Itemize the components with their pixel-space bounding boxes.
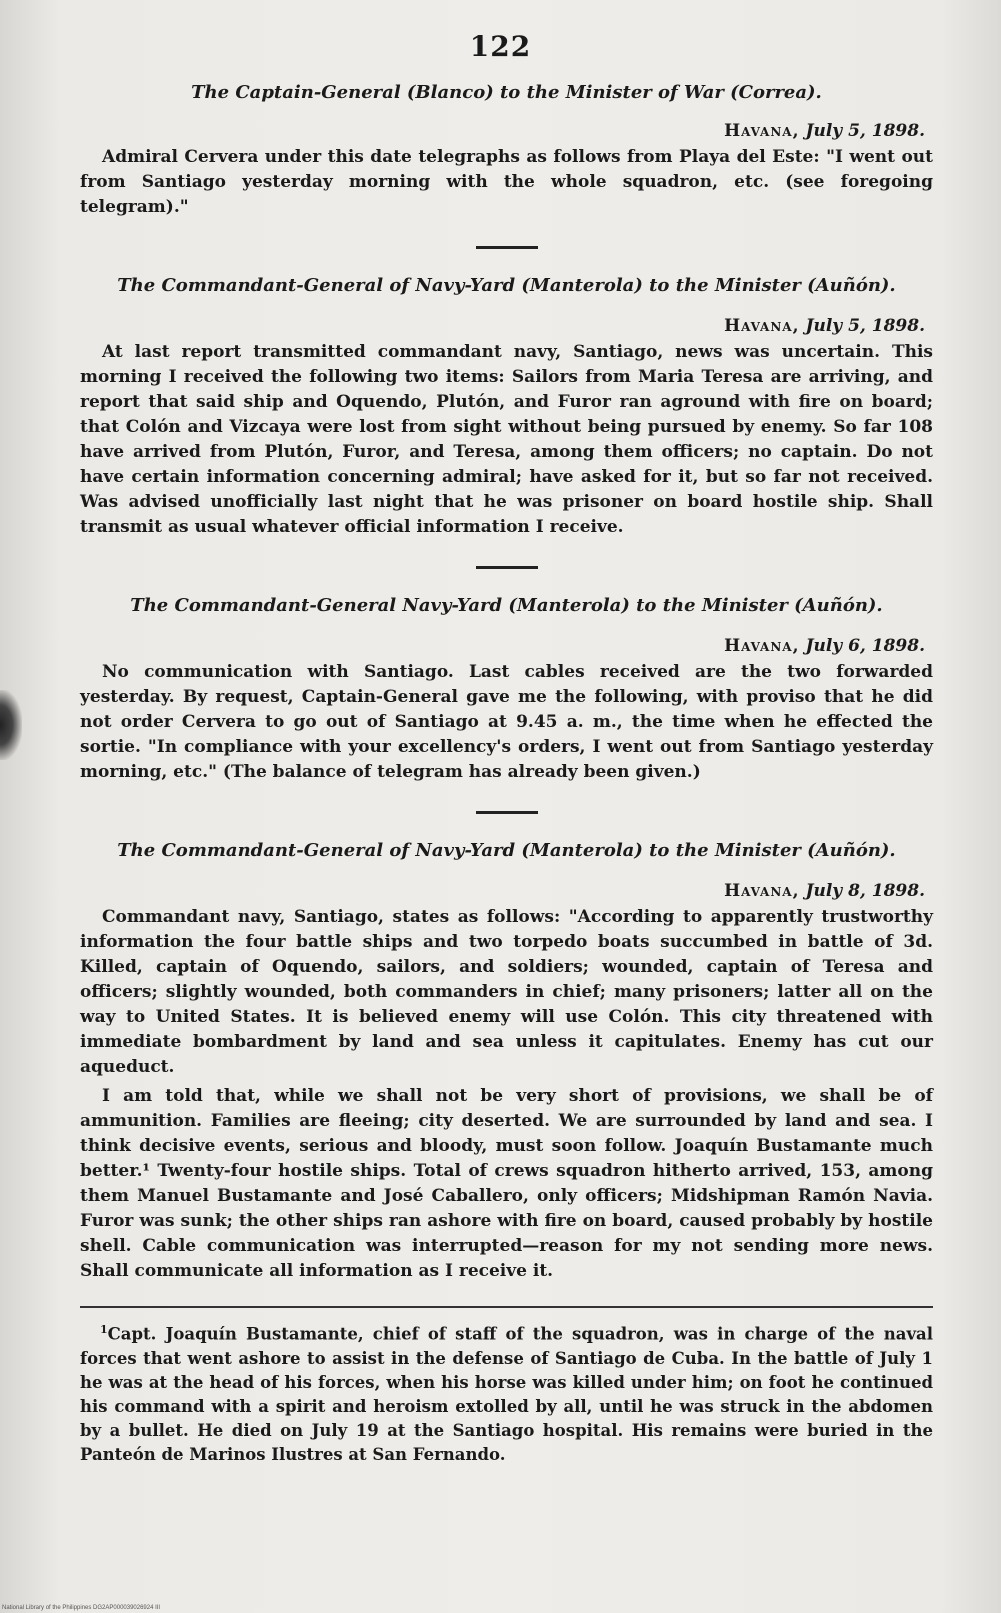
section-divider <box>476 246 538 249</box>
dateline-city: Havana, <box>724 881 800 901</box>
footnote-marker: 1 <box>100 1323 108 1336</box>
telegram-dateline <box>80 316 925 336</box>
telegram-section-2 <box>80 275 933 540</box>
telegram-paragraph: No communication with Santiago. Last cables received are the two forwarded yesterday. By request, Captain-General gave me the following, with proviso that he did not order Cervera to go out of Santiago at 9.45 a. m., the time when he effected the sortie. "In compliance with your excellency's orders, I went out from Santiago yesterday morning, etc." (The balance of telegram has already been given.) <box>80 662 933 782</box>
page-number: 122 <box>469 30 532 63</box>
dateline-date: July 5, 1898. <box>805 121 925 141</box>
telegram-paragraph: Commandant navy, Santiago, states as follows: "According to apparently trustworthy information the four battle ships and two torpedo boats succumbed in battle of 3d. Killed, captain of Oquendo, sailors, and soldiers; wounded, captain of Teresa and officers; slightly wounded, both commanders in chief; many prisoners; latter all on the way to United States. It is believed enemy will use Colón. This city threatened with immediate bombardment by land and sea unless it capitulates. Enemy has cut our aqueduct. <box>80 907 933 1077</box>
telegram-heading: The Commandant-General of Navy-Yard (Manterola) to the Minister (Auñón). <box>117 275 896 296</box>
page-content <box>80 82 933 1467</box>
scan-thumb-shadow <box>0 690 22 760</box>
footnote-text: Capt. Joaquín Bustamante, chief of staff of the squadron, was in charge of the naval forces that went ashore to assist in the defense of Santiago de Cuba. In the battle of July 1 he was at the head of his forces, when his horse was killed under him; on foot he continued his command with a spirit and heroism extolled by all, until he was struck in the abdomen by a bullet. He died on July 19 at the Santiago hospital. His remains were buried in the Panteón de Marinos Ilustres at San Fernando. <box>80 1324 933 1464</box>
dateline-date: July 6, 1898. <box>805 636 925 656</box>
telegram-section-3 <box>80 595 933 785</box>
telegram-section-4 <box>80 840 933 1284</box>
telegram-dateline <box>80 121 925 141</box>
telegram-paragraph: Admiral Cervera under this date telegraphs as follows from Playa del Este: "I went out from Santiago yesterday morning with the whole squadron, etc. (see foregoing telegram)." <box>80 147 933 217</box>
telegram-paragraph: I am told that, while we shall not be very short of provisions, we shall be of ammunition. Families are fleeing; city deserted. We are surrounded by land and sea. I think decisive events, serious and bloody, must soon follow. Joaquín Bustamante much better.¹ Twenty-four hostile ships. Total of crews squadron hitherto arrived, 153, among them Manuel Bustamante and José Caballero, only officers; Midshipman Ramón Navia. Furor was sunk; the other ships ran ashore with fire on board, caused probably by hostile shell. Cable communication was interrupted—reason for my not sending more news. Shall communicate all information as I receive it. <box>80 1086 933 1281</box>
telegram-heading: The Commandant-General Navy-Yard (Manterola) to the Minister (Auñón). <box>130 595 883 616</box>
telegram-heading: The Captain-General (Blanco) to the Minister of War (Correa). <box>191 82 822 103</box>
library-stamp: National Library of the Philippines DG2AP000039026924 III <box>2 1605 161 1611</box>
dateline-city: Havana, <box>724 636 800 656</box>
dateline-date: July 5, 1898. <box>805 316 925 336</box>
telegram-dateline <box>80 636 925 656</box>
section-divider <box>476 566 538 569</box>
footnote <box>80 1318 933 1467</box>
section-divider <box>476 811 538 814</box>
dateline-city: Havana, <box>724 316 800 336</box>
dateline-city: Havana, <box>724 121 800 141</box>
telegram-paragraph: At last report transmitted commandant navy, Santiago, news was uncertain. This morning I received the following two items: Sailors from Maria Teresa are arriving, and report that said ship and Oquendo, Plutón, and Furor ran aground with fire on board; that Colón and Vizcaya were lost from sight without being pursued by enemy. So far 108 have arrived from Plutón, Furor, and Teresa, among them officers; no captain. Do not have certain information concerning admiral; have asked for it, but so far not received. Was advised unofficially last night that he was prisoner on board hostile ship. Shall transmit as usual whatever official information I receive. <box>80 342 933 537</box>
telegram-section-1 <box>80 82 933 220</box>
dateline-date: July 8, 1898. <box>805 881 925 901</box>
telegram-heading: The Commandant-General of Navy-Yard (Manterola) to the Minister (Auñón). <box>117 840 896 861</box>
telegram-dateline <box>80 881 925 901</box>
footnote-divider <box>80 1306 933 1308</box>
